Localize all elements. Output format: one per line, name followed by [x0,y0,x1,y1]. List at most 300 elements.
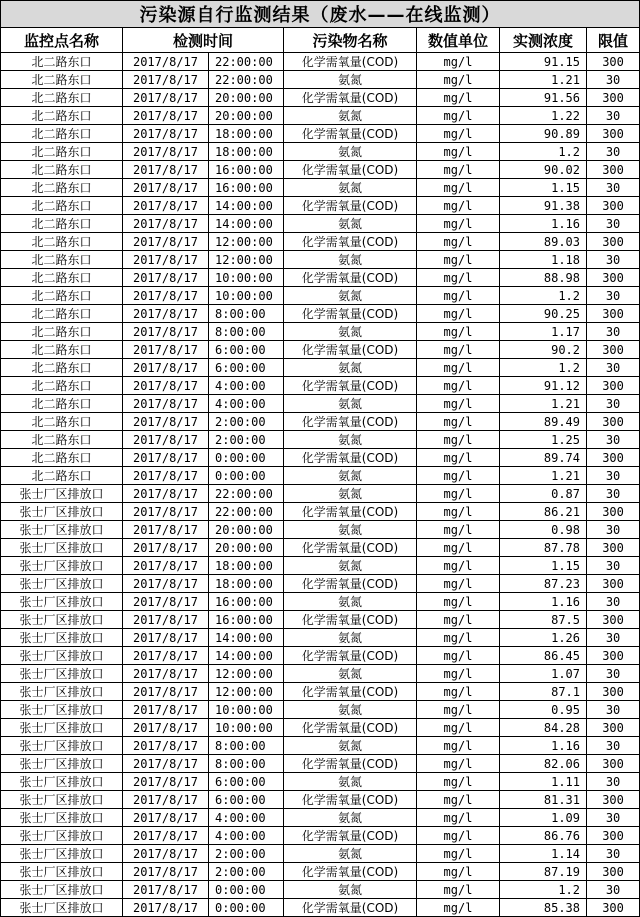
table-row [1,359,640,377]
limit-cell: 30 [587,467,640,485]
date-cell: 2017/8/17 [123,107,209,125]
limit-cell: 300 [587,683,640,701]
site-cell: 张士厂区排放口 [1,809,123,827]
table-row [1,449,640,467]
pollutant-cell: 氨氮 [284,251,417,269]
unit-cell: mg/l [417,647,500,665]
pollutant-cell: 化学需氧量(COD) [284,341,417,359]
time-cell: 8:00:00 [209,323,284,341]
limit-cell: 300 [587,377,640,395]
value-cell: 86.21 [500,503,587,521]
time-cell: 22:00:00 [209,503,284,521]
value-cell: 90.02 [500,161,587,179]
date-cell: 2017/8/17 [123,539,209,557]
unit-cell: mg/l [417,413,500,431]
table-row [1,809,640,827]
limit-cell: 300 [587,341,640,359]
time-cell: 12:00:00 [209,665,284,683]
limit-cell: 30 [587,521,640,539]
site-cell: 北二路东口 [1,431,123,449]
table-row [1,251,640,269]
value-cell: 1.2 [500,287,587,305]
time-cell: 0:00:00 [209,467,284,485]
site-cell: 张士厂区排放口 [1,521,123,539]
time-cell: 18:00:00 [209,143,284,161]
value-cell: 89.49 [500,413,587,431]
value-cell: 87.78 [500,539,587,557]
table-row [1,845,640,863]
date-cell: 2017/8/17 [123,143,209,161]
unit-cell: mg/l [417,431,500,449]
unit-cell: mg/l [417,791,500,809]
limit-cell: 30 [587,251,640,269]
limit-cell: 300 [587,53,640,71]
time-cell: 4:00:00 [209,827,284,845]
limit-cell: 300 [587,863,640,881]
pollutant-cell: 氨氮 [284,737,417,755]
date-cell: 2017/8/17 [123,611,209,629]
limit-cell: 30 [587,179,640,197]
site-cell: 北二路东口 [1,107,123,125]
sheet-title: 污染源自行监测结果（废水——在线监测） [1,1,640,28]
date-cell: 2017/8/17 [123,593,209,611]
limit-cell: 30 [587,71,640,89]
pollutant-cell: 氨氮 [284,179,417,197]
time-cell: 22:00:00 [209,485,284,503]
unit-cell: mg/l [417,755,500,773]
date-cell: 2017/8/17 [123,503,209,521]
time-cell: 4:00:00 [209,395,284,413]
pollutant-cell: 氨氮 [284,845,417,863]
site-cell: 张士厂区排放口 [1,593,123,611]
header-limit: 限值 [587,28,640,53]
pollutant-cell: 氨氮 [284,701,417,719]
site-cell: 张士厂区排放口 [1,881,123,899]
table-row [1,503,640,521]
date-cell: 2017/8/17 [123,647,209,665]
value-cell: 0.98 [500,521,587,539]
date-cell: 2017/8/17 [123,71,209,89]
unit-cell: mg/l [417,269,500,287]
time-cell: 10:00:00 [209,719,284,737]
table-row [1,485,640,503]
site-cell: 北二路东口 [1,143,123,161]
site-cell: 张士厂区排放口 [1,791,123,809]
time-cell: 18:00:00 [209,575,284,593]
unit-cell: mg/l [417,341,500,359]
time-cell: 0:00:00 [209,899,284,917]
pollutant-cell: 化学需氧量(COD) [284,611,417,629]
table-row [1,683,640,701]
pollutant-cell: 化学需氧量(COD) [284,575,417,593]
value-cell: 84.28 [500,719,587,737]
site-cell: 张士厂区排放口 [1,737,123,755]
value-cell: 1.18 [500,251,587,269]
pollutant-cell: 化学需氧量(COD) [284,449,417,467]
unit-cell: mg/l [417,161,500,179]
site-cell: 北二路东口 [1,197,123,215]
unit-cell: mg/l [417,233,500,251]
time-cell: 20:00:00 [209,107,284,125]
table-row [1,629,640,647]
limit-cell: 30 [587,143,640,161]
pollutant-cell: 化学需氧量(COD) [284,503,417,521]
pollutant-cell: 氨氮 [284,773,417,791]
unit-cell: mg/l [417,467,500,485]
table-row [1,233,640,251]
table-row [1,395,640,413]
value-cell: 90.25 [500,305,587,323]
date-cell: 2017/8/17 [123,773,209,791]
table-row [1,701,640,719]
value-cell: 81.31 [500,791,587,809]
value-cell: 87.1 [500,683,587,701]
pollutant-cell: 化学需氧量(COD) [284,755,417,773]
table-row [1,899,640,917]
site-cell: 张士厂区排放口 [1,701,123,719]
limit-cell: 30 [587,809,640,827]
table-row [1,755,640,773]
time-cell: 14:00:00 [209,647,284,665]
value-cell: 1.2 [500,143,587,161]
unit-cell: mg/l [417,575,500,593]
limit-cell: 30 [587,287,640,305]
site-cell: 北二路东口 [1,413,123,431]
date-cell: 2017/8/17 [123,683,209,701]
header-time: 检测时间 [123,28,284,53]
pollutant-cell: 化学需氧量(COD) [284,683,417,701]
date-cell: 2017/8/17 [123,863,209,881]
time-cell: 2:00:00 [209,431,284,449]
site-cell: 张士厂区排放口 [1,755,123,773]
table-row [1,737,640,755]
pollutant-cell: 化学需氧量(COD) [284,305,417,323]
unit-cell: mg/l [417,557,500,575]
table-row [1,287,640,305]
header-value: 实测浓度 [500,28,587,53]
value-cell: 1.07 [500,665,587,683]
table-row [1,575,640,593]
limit-cell: 300 [587,719,640,737]
value-cell: 1.16 [500,737,587,755]
date-cell: 2017/8/17 [123,377,209,395]
site-cell: 张士厂区排放口 [1,899,123,917]
time-cell: 4:00:00 [209,809,284,827]
pollutant-cell: 氨氮 [284,881,417,899]
limit-cell: 30 [587,665,640,683]
site-cell: 张士厂区排放口 [1,611,123,629]
table-row [1,593,640,611]
value-cell: 82.06 [500,755,587,773]
limit-cell: 30 [587,485,640,503]
time-cell: 14:00:00 [209,215,284,233]
limit-cell: 300 [587,449,640,467]
table-row [1,431,640,449]
pollutant-cell: 化学需氧量(COD) [284,719,417,737]
header-unit: 数值单位 [417,28,500,53]
date-cell: 2017/8/17 [123,755,209,773]
pollutant-cell: 氨氮 [284,557,417,575]
pollutant-cell: 化学需氧量(COD) [284,53,417,71]
limit-cell: 300 [587,539,640,557]
limit-cell: 300 [587,89,640,107]
unit-cell: mg/l [417,521,500,539]
site-cell: 北二路东口 [1,359,123,377]
unit-cell: mg/l [417,881,500,899]
date-cell: 2017/8/17 [123,413,209,431]
pollutant-cell: 氨氮 [284,485,417,503]
date-cell: 2017/8/17 [123,431,209,449]
date-cell: 2017/8/17 [123,179,209,197]
date-cell: 2017/8/17 [123,341,209,359]
value-cell: 1.11 [500,773,587,791]
unit-cell: mg/l [417,665,500,683]
unit-cell: mg/l [417,71,500,89]
value-cell: 1.09 [500,809,587,827]
pollutant-cell: 氨氮 [284,665,417,683]
date-cell: 2017/8/17 [123,737,209,755]
value-cell: 1.17 [500,323,587,341]
limit-cell: 300 [587,755,640,773]
unit-cell: mg/l [417,359,500,377]
site-cell: 北二路东口 [1,215,123,233]
table-row [1,89,640,107]
pollutant-cell: 化学需氧量(COD) [284,413,417,431]
table-row [1,665,640,683]
pollutant-cell: 化学需氧量(COD) [284,269,417,287]
time-cell: 16:00:00 [209,593,284,611]
table-row [1,53,640,71]
unit-cell: mg/l [417,683,500,701]
time-cell: 10:00:00 [209,701,284,719]
date-cell: 2017/8/17 [123,467,209,485]
table-row [1,719,640,737]
table-row [1,791,640,809]
site-cell: 北二路东口 [1,323,123,341]
value-cell: 1.21 [500,395,587,413]
table-row [1,197,640,215]
time-cell: 20:00:00 [209,521,284,539]
date-cell: 2017/8/17 [123,215,209,233]
unit-cell: mg/l [417,539,500,557]
unit-cell: mg/l [417,845,500,863]
unit-cell: mg/l [417,863,500,881]
limit-cell: 300 [587,413,640,431]
value-cell: 1.2 [500,881,587,899]
table-row [1,413,640,431]
value-cell: 90.2 [500,341,587,359]
limit-cell: 30 [587,845,640,863]
limit-cell: 30 [587,701,640,719]
table-row [1,881,640,899]
limit-cell: 30 [587,593,640,611]
unit-cell: mg/l [417,125,500,143]
unit-cell: mg/l [417,395,500,413]
table-body [1,53,640,917]
unit-cell: mg/l [417,377,500,395]
value-cell: 1.21 [500,71,587,89]
limit-cell: 30 [587,215,640,233]
unit-cell: mg/l [417,143,500,161]
unit-cell: mg/l [417,107,500,125]
time-cell: 8:00:00 [209,305,284,323]
time-cell: 14:00:00 [209,197,284,215]
time-cell: 0:00:00 [209,449,284,467]
site-cell: 张士厂区排放口 [1,539,123,557]
table-row [1,539,640,557]
table-row [1,647,640,665]
date-cell: 2017/8/17 [123,161,209,179]
site-cell: 北二路东口 [1,71,123,89]
time-cell: 14:00:00 [209,629,284,647]
site-cell: 北二路东口 [1,269,123,287]
site-cell: 北二路东口 [1,377,123,395]
date-cell: 2017/8/17 [123,845,209,863]
time-cell: 16:00:00 [209,161,284,179]
date-cell: 2017/8/17 [123,359,209,377]
value-cell: 85.38 [500,899,587,917]
table-row [1,179,640,197]
limit-cell: 300 [587,269,640,287]
value-cell: 89.03 [500,233,587,251]
limit-cell: 300 [587,233,640,251]
pollutant-cell: 化学需氧量(COD) [284,125,417,143]
unit-cell: mg/l [417,503,500,521]
table-row [1,215,640,233]
pollutant-cell: 氨氮 [284,395,417,413]
time-cell: 2:00:00 [209,863,284,881]
pollutant-cell: 氨氮 [284,359,417,377]
unit-cell: mg/l [417,53,500,71]
limit-cell: 30 [587,737,640,755]
site-cell: 北二路东口 [1,53,123,71]
limit-cell: 30 [587,323,640,341]
date-cell: 2017/8/17 [123,269,209,287]
pollutant-cell: 化学需氧量(COD) [284,197,417,215]
pollutant-cell: 化学需氧量(COD) [284,161,417,179]
header-site: 监控点名称 [1,28,123,53]
limit-cell: 300 [587,791,640,809]
value-cell: 87.23 [500,575,587,593]
unit-cell: mg/l [417,629,500,647]
time-cell: 20:00:00 [209,539,284,557]
table-row [1,863,640,881]
limit-cell: 300 [587,197,640,215]
site-cell: 北二路东口 [1,89,123,107]
limit-cell: 30 [587,881,640,899]
time-cell: 2:00:00 [209,413,284,431]
site-cell: 张士厂区排放口 [1,773,123,791]
site-cell: 张士厂区排放口 [1,683,123,701]
time-cell: 10:00:00 [209,287,284,305]
value-cell: 91.12 [500,377,587,395]
pollutant-cell: 化学需氧量(COD) [284,233,417,251]
limit-cell: 300 [587,647,640,665]
site-cell: 张士厂区排放口 [1,719,123,737]
value-cell: 1.25 [500,431,587,449]
limit-cell: 300 [587,125,640,143]
limit-cell: 300 [587,305,640,323]
unit-cell: mg/l [417,89,500,107]
site-cell: 北二路东口 [1,125,123,143]
time-cell: 22:00:00 [209,53,284,71]
date-cell: 2017/8/17 [123,557,209,575]
pollutant-cell: 氨氮 [284,593,417,611]
pollutant-cell: 化学需氧量(COD) [284,899,417,917]
pollutant-cell: 氨氮 [284,215,417,233]
pollutant-cell: 化学需氧量(COD) [284,863,417,881]
date-cell: 2017/8/17 [123,485,209,503]
site-cell: 北二路东口 [1,305,123,323]
table-row [1,611,640,629]
limit-cell: 300 [587,161,640,179]
unit-cell: mg/l [417,305,500,323]
unit-cell: mg/l [417,899,500,917]
time-cell: 12:00:00 [209,683,284,701]
time-cell: 12:00:00 [209,233,284,251]
value-cell: 1.22 [500,107,587,125]
time-cell: 18:00:00 [209,125,284,143]
value-cell: 1.16 [500,215,587,233]
value-cell: 86.45 [500,647,587,665]
unit-cell: mg/l [417,611,500,629]
time-cell: 16:00:00 [209,611,284,629]
time-cell: 18:00:00 [209,557,284,575]
value-cell: 89.74 [500,449,587,467]
value-cell: 0.95 [500,701,587,719]
time-cell: 6:00:00 [209,359,284,377]
pollutant-cell: 化学需氧量(COD) [284,377,417,395]
time-cell: 4:00:00 [209,377,284,395]
value-cell: 87.19 [500,863,587,881]
date-cell: 2017/8/17 [123,287,209,305]
pollutant-cell: 氨氮 [284,521,417,539]
unit-cell: mg/l [417,737,500,755]
limit-cell: 30 [587,431,640,449]
unit-cell: mg/l [417,287,500,305]
date-cell: 2017/8/17 [123,791,209,809]
value-cell: 91.15 [500,53,587,71]
pollutant-cell: 化学需氧量(COD) [284,791,417,809]
value-cell: 1.26 [500,629,587,647]
time-cell: 6:00:00 [209,791,284,809]
site-cell: 北二路东口 [1,467,123,485]
site-cell: 张士厂区排放口 [1,845,123,863]
value-cell: 1.2 [500,359,587,377]
table-row [1,827,640,845]
date-cell: 2017/8/17 [123,629,209,647]
unit-cell: mg/l [417,323,500,341]
date-cell: 2017/8/17 [123,251,209,269]
unit-cell: mg/l [417,251,500,269]
site-cell: 北二路东口 [1,395,123,413]
value-cell: 91.56 [500,89,587,107]
site-cell: 张士厂区排放口 [1,557,123,575]
value-cell: 1.16 [500,593,587,611]
date-cell: 2017/8/17 [123,89,209,107]
value-cell: 86.76 [500,827,587,845]
date-cell: 2017/8/17 [123,719,209,737]
unit-cell: mg/l [417,719,500,737]
date-cell: 2017/8/17 [123,197,209,215]
site-cell: 张士厂区排放口 [1,629,123,647]
date-cell: 2017/8/17 [123,575,209,593]
site-cell: 北二路东口 [1,287,123,305]
unit-cell: mg/l [417,215,500,233]
date-cell: 2017/8/17 [123,521,209,539]
table-row [1,269,640,287]
pollutant-cell: 氨氮 [284,323,417,341]
